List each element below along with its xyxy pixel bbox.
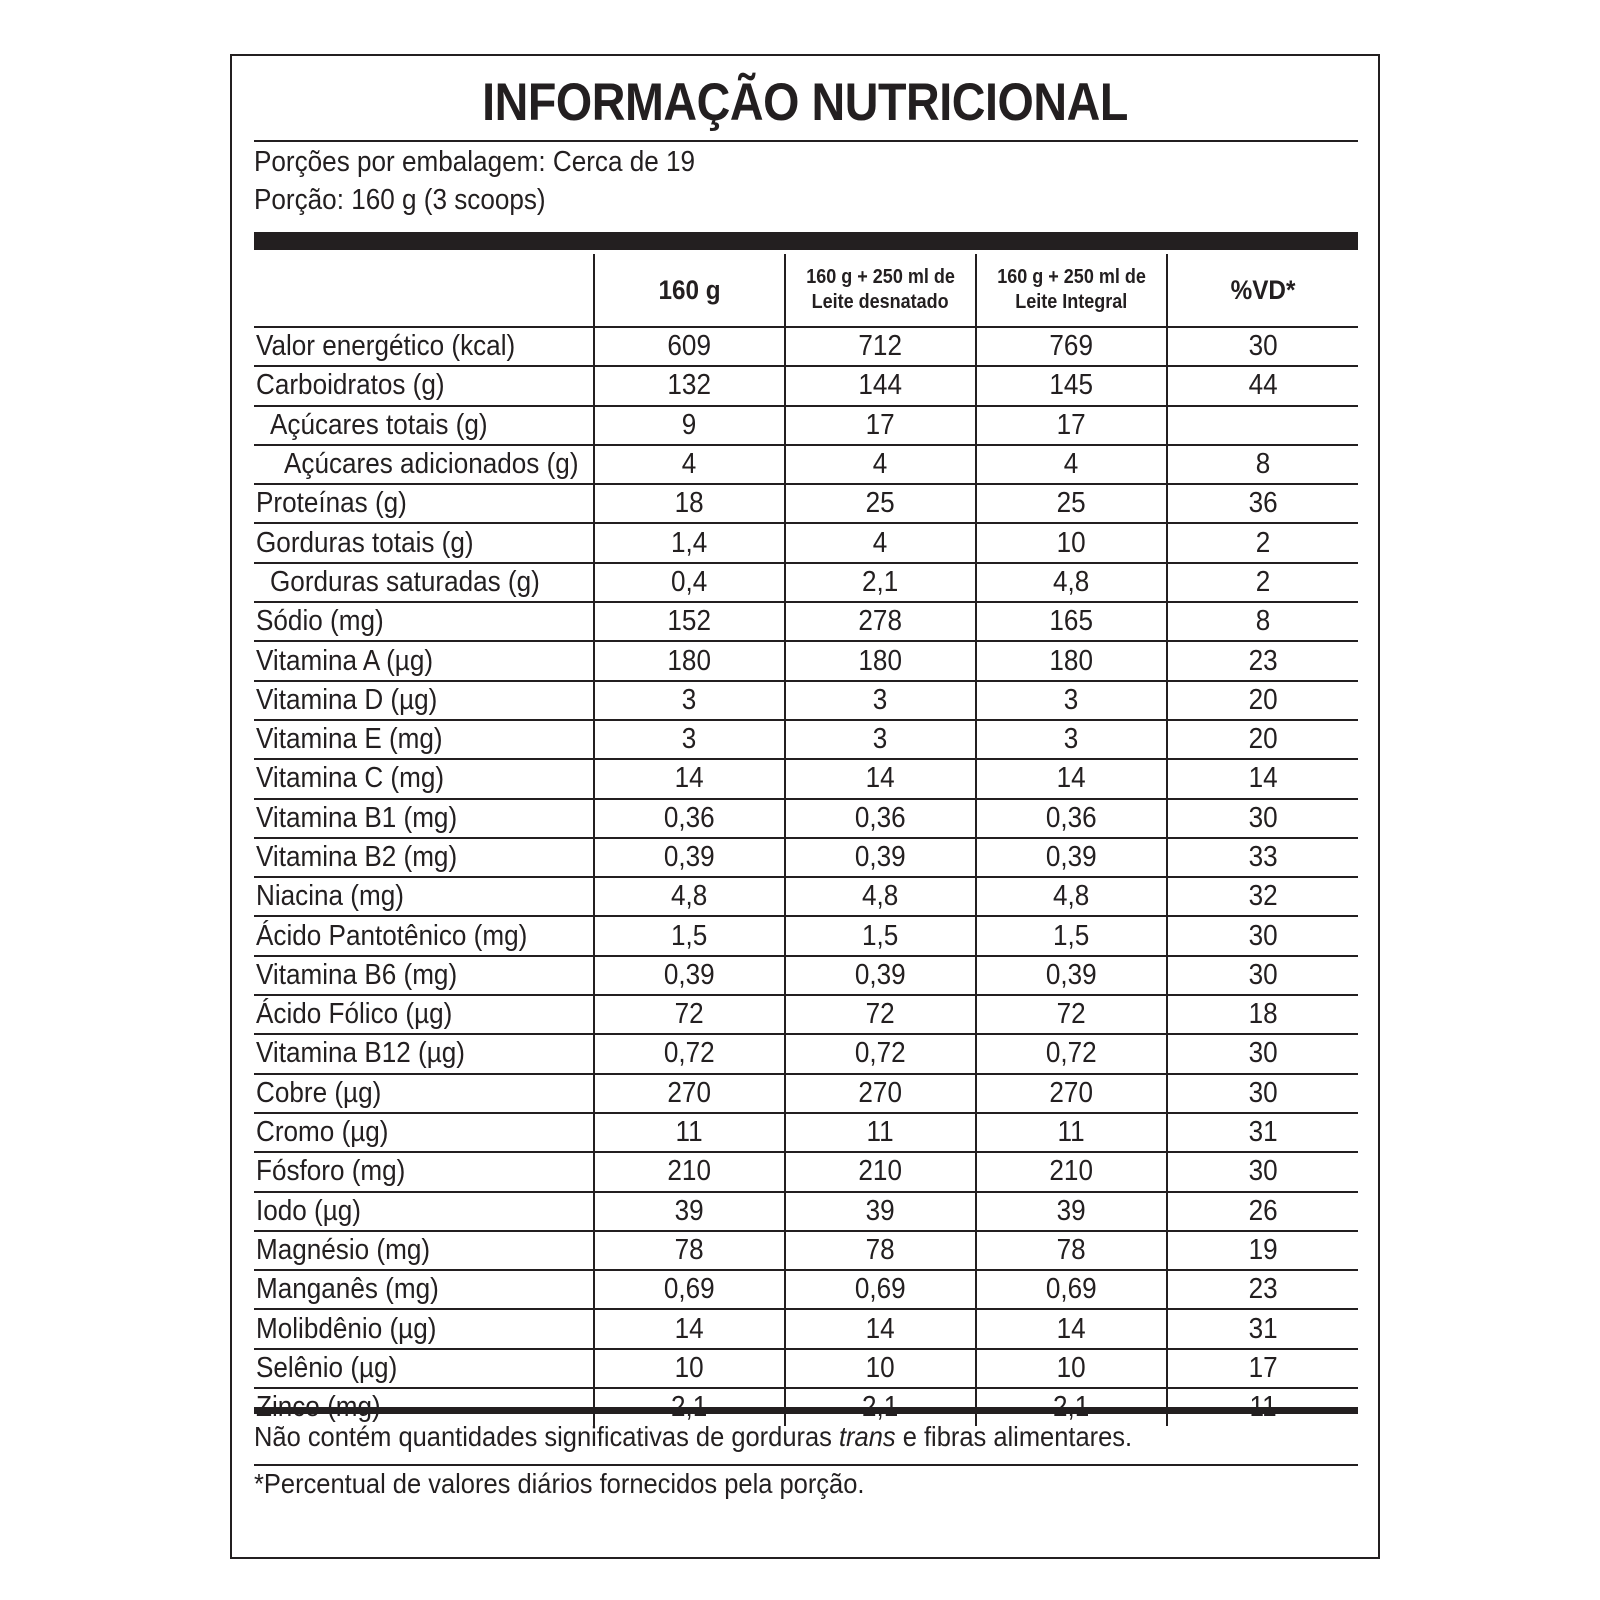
value-whole-milk: 165 (976, 602, 1167, 641)
trans-fat-note: Não contém quantidades significativas de gorduras trans e fibras alimentares. (254, 1421, 1133, 1452)
value-skim-milk: 3 (785, 720, 976, 759)
table-row (254, 838, 1358, 877)
table-row (254, 366, 1358, 405)
table-row (254, 956, 1358, 995)
value-160g: 0,4 (594, 563, 785, 602)
header-vd: %VD* (1167, 254, 1358, 327)
value-160g: 270 (594, 1074, 785, 1113)
value-skim-milk: 210 (785, 1152, 976, 1191)
value-vd: 8 (1167, 445, 1358, 484)
nutrient-name: Ácido Fólico (µg) (254, 995, 594, 1034)
value-160g: 72 (594, 995, 785, 1034)
value-whole-milk: 210 (976, 1152, 1167, 1191)
value-whole-milk: 14 (976, 1309, 1167, 1348)
nutrient-name: Cobre (µg) (254, 1074, 594, 1113)
value-vd: 44 (1167, 366, 1358, 405)
nutrient-name: Açúcares adicionados (g) (254, 445, 594, 484)
nutrient-name: Carboidratos (g) (254, 366, 594, 405)
nutrition-table (254, 254, 1358, 1426)
value-160g: 14 (594, 1309, 785, 1348)
value-skim-milk: 144 (785, 366, 976, 405)
value-whole-milk: 17 (976, 406, 1167, 445)
serving-size: Porção: 160 g (3 scoops) (254, 184, 546, 216)
nutrient-name: Vitamina D (µg) (254, 681, 594, 720)
value-skim-milk: 39 (785, 1192, 976, 1231)
nutrient-name: Proteínas (g) (254, 484, 594, 523)
value-vd: 30 (1167, 916, 1358, 955)
nutrient-name: Cromo (µg) (254, 1113, 594, 1152)
value-vd: 30 (1167, 956, 1358, 995)
value-160g: 609 (594, 327, 785, 366)
value-whole-milk: 0,72 (976, 1034, 1167, 1073)
value-vd: 23 (1167, 641, 1358, 680)
value-vd: 31 (1167, 1113, 1358, 1152)
value-skim-milk: 270 (785, 1074, 976, 1113)
nutrient-name: Vitamina B2 (mg) (254, 838, 594, 877)
value-whole-milk: 270 (976, 1074, 1167, 1113)
value-skim-milk: 14 (785, 759, 976, 798)
footer-divider (254, 1464, 1358, 1466)
value-vd: 30 (1167, 327, 1358, 366)
value-160g: 0,36 (594, 799, 785, 838)
value-skim-milk: 0,69 (785, 1270, 976, 1309)
value-vd: 30 (1167, 1074, 1358, 1113)
value-skim-milk: 4 (785, 523, 976, 562)
value-skim-milk: 10 (785, 1349, 976, 1388)
value-vd: 20 (1167, 720, 1358, 759)
value-whole-milk: 72 (976, 995, 1167, 1034)
nutrient-name: Ácido Pantotênico (mg) (254, 916, 594, 955)
value-vd: 30 (1167, 1034, 1358, 1073)
value-whole-milk: 0,36 (976, 799, 1167, 838)
table-row (254, 602, 1358, 641)
table-row (254, 799, 1358, 838)
value-vd: 31 (1167, 1309, 1358, 1348)
value-skim-milk: 0,39 (785, 956, 976, 995)
value-160g: 39 (594, 1192, 785, 1231)
table-row (254, 445, 1358, 484)
header-nutrient (254, 254, 594, 327)
nutrient-name: Iodo (µg) (254, 1192, 594, 1231)
servings-per-package: Porções por embalagem: Cerca de 19 (254, 146, 696, 178)
value-vd (1167, 406, 1358, 445)
nutrient-name: Gorduras totais (g) (254, 523, 594, 562)
value-160g: 1,5 (594, 916, 785, 955)
value-skim-milk: 2,1 (785, 563, 976, 602)
value-skim-milk: 3 (785, 681, 976, 720)
value-vd: 8 (1167, 602, 1358, 641)
table-row (254, 1113, 1358, 1152)
table-row (254, 563, 1358, 602)
nutrient-name: Manganês (mg) (254, 1270, 594, 1309)
table-row (254, 1152, 1358, 1191)
value-vd: 26 (1167, 1192, 1358, 1231)
value-vd: 33 (1167, 838, 1358, 877)
value-160g: 0,69 (594, 1270, 785, 1309)
table-row (254, 1034, 1358, 1073)
table-row (254, 1349, 1358, 1388)
value-vd: 2 (1167, 563, 1358, 602)
value-160g: 152 (594, 602, 785, 641)
value-160g: 4,8 (594, 877, 785, 916)
value-skim-milk: 72 (785, 995, 976, 1034)
nutrient-name: Vitamina C (mg) (254, 759, 594, 798)
value-160g: 78 (594, 1231, 785, 1270)
value-160g: 210 (594, 1152, 785, 1191)
header-whole-milk: 160 g + 250 ml de Leite Integral (976, 254, 1167, 327)
value-160g: 10 (594, 1349, 785, 1388)
vd-footnote: *Percentual de valores diários fornecidos pela porção. (254, 1468, 865, 1499)
value-vd: 18 (1167, 995, 1358, 1034)
table-row (254, 995, 1358, 1034)
value-160g: 0,39 (594, 956, 785, 995)
value-skim-milk: 14 (785, 1309, 976, 1348)
value-vd: 20 (1167, 681, 1358, 720)
nutrient-name: Vitamina E (mg) (254, 720, 594, 759)
table-row (254, 641, 1358, 680)
value-vd: 2 (1167, 523, 1358, 562)
table-row (254, 484, 1358, 523)
value-whole-milk: 39 (976, 1192, 1167, 1231)
value-whole-milk: 180 (976, 641, 1167, 680)
table-row (254, 406, 1358, 445)
value-skim-milk: 278 (785, 602, 976, 641)
value-whole-milk: 4,8 (976, 877, 1167, 916)
table-row (254, 1270, 1358, 1309)
nutrient-name: Magnésio (mg) (254, 1231, 594, 1270)
nutrient-name: Vitamina B6 (mg) (254, 956, 594, 995)
value-skim-milk: 11 (785, 1113, 976, 1152)
value-skim-milk: 180 (785, 641, 976, 680)
table-row (254, 1231, 1358, 1270)
value-160g: 132 (594, 366, 785, 405)
value-160g: 18 (594, 484, 785, 523)
value-whole-milk: 3 (976, 681, 1167, 720)
value-160g: 0,72 (594, 1034, 785, 1073)
value-vd: 23 (1167, 1270, 1358, 1309)
nutrient-name: Niacina (mg) (254, 877, 594, 916)
table-row (254, 759, 1358, 798)
nutrition-facts-label (230, 54, 1380, 1559)
table-row (254, 523, 1358, 562)
value-whole-milk: 0,69 (976, 1270, 1167, 1309)
value-vd: 19 (1167, 1231, 1358, 1270)
value-160g: 11 (594, 1113, 785, 1152)
value-160g: 9 (594, 406, 785, 445)
value-skim-milk: 78 (785, 1231, 976, 1270)
value-whole-milk: 4 (976, 445, 1167, 484)
value-skim-milk: 0,39 (785, 838, 976, 877)
value-vd: 17 (1167, 1349, 1358, 1388)
value-vd: 14 (1167, 759, 1358, 798)
value-whole-milk: 78 (976, 1231, 1167, 1270)
value-whole-milk: 25 (976, 484, 1167, 523)
value-vd: 36 (1167, 484, 1358, 523)
value-160g: 3 (594, 720, 785, 759)
nutrient-name: Molibdênio (µg) (254, 1309, 594, 1348)
title-divider (254, 140, 1358, 142)
table-row (254, 877, 1358, 916)
value-whole-milk: 11 (976, 1113, 1167, 1152)
value-whole-milk: 1,5 (976, 916, 1167, 955)
value-160g: 180 (594, 641, 785, 680)
header-skim-milk: 160 g + 250 ml de Leite desnatado (785, 254, 976, 327)
value-whole-milk: 14 (976, 759, 1167, 798)
nutrient-name: Vitamina B12 (µg) (254, 1034, 594, 1073)
table-row (254, 1074, 1358, 1113)
table-row (254, 1192, 1358, 1231)
nutrient-name: Valor energético (kcal) (254, 327, 594, 366)
value-whole-milk: 0,39 (976, 838, 1167, 877)
value-160g: 14 (594, 759, 785, 798)
value-vd: 32 (1167, 877, 1358, 916)
value-whole-milk: 10 (976, 523, 1167, 562)
value-160g: 1,4 (594, 523, 785, 562)
value-skim-milk: 4 (785, 445, 976, 484)
value-whole-milk: 10 (976, 1349, 1167, 1388)
value-160g: 0,39 (594, 838, 785, 877)
thick-divider-bottom (254, 1407, 1358, 1414)
table-header-row (254, 254, 1358, 327)
value-160g: 4 (594, 445, 785, 484)
value-whole-milk: 0,39 (976, 956, 1167, 995)
value-vd: 30 (1167, 1152, 1358, 1191)
value-skim-milk: 712 (785, 327, 976, 366)
nutrient-name: Vitamina B1 (mg) (254, 799, 594, 838)
table-row (254, 1309, 1358, 1348)
value-skim-milk: 4,8 (785, 877, 976, 916)
value-160g: 3 (594, 681, 785, 720)
value-skim-milk: 25 (785, 484, 976, 523)
nutrient-name: Sódio (mg) (254, 602, 594, 641)
value-whole-milk: 769 (976, 327, 1167, 366)
value-whole-milk: 4,8 (976, 563, 1167, 602)
nutrient-name: Açúcares totais (g) (254, 406, 594, 445)
table-row (254, 327, 1358, 366)
table-row (254, 681, 1358, 720)
table-row (254, 720, 1358, 759)
thick-divider-top (254, 232, 1358, 250)
value-skim-milk: 17 (785, 406, 976, 445)
nutrient-name: Vitamina A (µg) (254, 641, 594, 680)
nutrient-name: Gorduras saturadas (g) (254, 563, 594, 602)
value-skim-milk: 0,36 (785, 799, 976, 838)
header-160g: 160 g (594, 254, 785, 327)
value-whole-milk: 145 (976, 366, 1167, 405)
value-skim-milk: 1,5 (785, 916, 976, 955)
nutrient-name: Selênio (µg) (254, 1349, 594, 1388)
value-vd: 30 (1167, 799, 1358, 838)
value-skim-milk: 0,72 (785, 1034, 976, 1073)
value-whole-milk: 3 (976, 720, 1167, 759)
table-row (254, 916, 1358, 955)
label-title: INFORMAÇÃO NUTRICIONAL (482, 73, 1128, 132)
nutrient-name: Fósforo (mg) (254, 1152, 594, 1191)
